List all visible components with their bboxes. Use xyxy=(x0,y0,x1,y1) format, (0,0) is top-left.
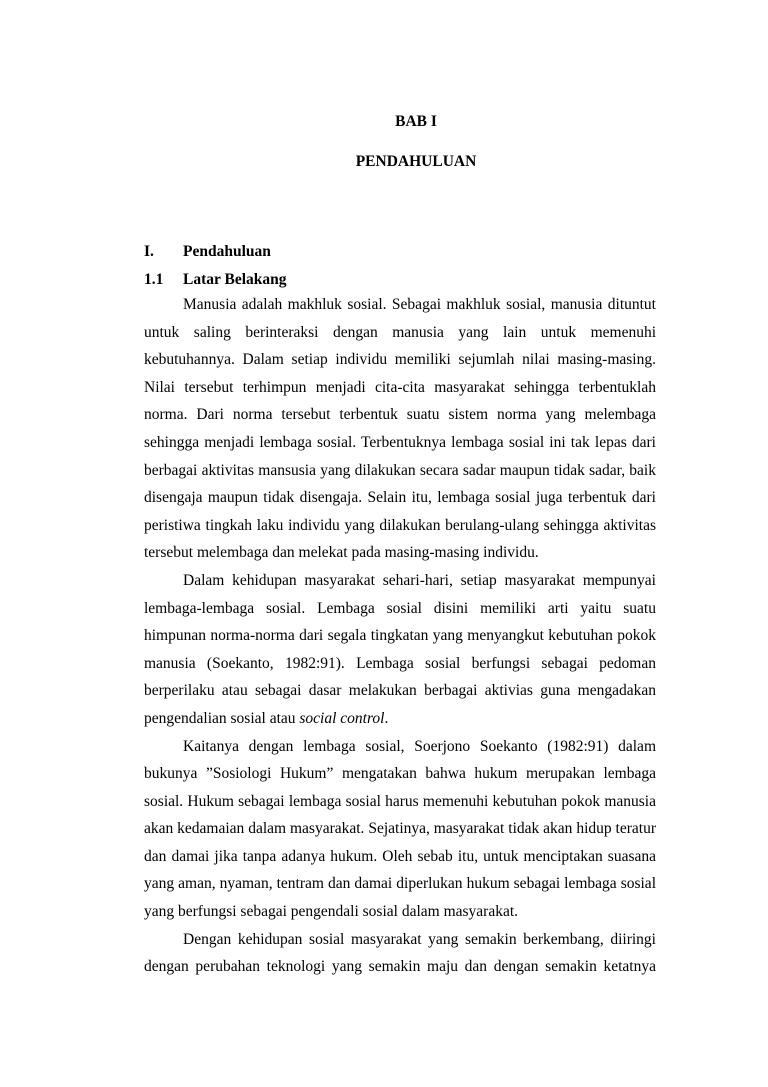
text-line: untuk saling berinteraksi dengan manusia yang lain untuk memenuhi xyxy=(144,323,656,341)
text-line-start: pengendalian sosial atau xyxy=(144,709,296,727)
text-line: yang aman, nyaman, tentram dan damai diperlukan hukum sebagai lembaga sosial xyxy=(144,875,656,893)
text-line: kebutuhannya. Dalam setiap individu memiliki sejumlah nilai masing-masing. xyxy=(144,351,656,369)
text-line: manusia (Soekanto, 1982:91). Lembaga sosial berfungsi sebagai pedoman xyxy=(144,654,656,672)
text-line: Dalam kehidupan masyarakat sehari-hari, setiap masyarakat mempunyai xyxy=(183,571,656,589)
text-line: himpunan norma-norma dari segala tingkatan yang menyangkut kebutuhan pokok xyxy=(144,627,656,645)
section-heading xyxy=(144,242,271,262)
text-line: berbagai aktivitas mansusia yang dilakukan secara sadar maupun tidak sadar, baik xyxy=(144,461,656,479)
text-line: tersebut melembaga dan melekat pada masing-masing individu. xyxy=(144,544,539,562)
text-line: norma. Dari norma tersebut terbentuk suatu sistem norma yang melembaga xyxy=(144,406,656,424)
subsection-heading xyxy=(144,270,287,290)
text-line: disengaja maupun tidak disengaja. Selain itu, lembaga sosial juga terbentuk dari xyxy=(144,489,656,507)
body-text xyxy=(144,291,656,981)
section-title: Pendahuluan xyxy=(183,243,271,260)
sentence-end: . xyxy=(384,709,389,727)
text-line-with-italic xyxy=(144,705,656,733)
subsection-number: 1.1 xyxy=(144,271,164,288)
text-line: yang berfungsi sebagai pengendali sosial dalam masyarakat. xyxy=(144,903,519,921)
text-line: akan kedamaian dalam masyarakat. Sejatinya, masyarakat tidak akan hidup teratur xyxy=(144,820,656,838)
text-line: sosial. Hukum sebagai lembaga sosial harus memenuhi kebutuhan pokok manusia xyxy=(144,792,656,810)
section-number: I. xyxy=(144,243,154,260)
text-line: Nilai tersebut terhimpun menjadi cita-cita masyarakat sehingga terbentuklah xyxy=(144,378,656,396)
subsection-title: Latar Belakang xyxy=(183,271,287,288)
text-line: Manusia adalah makhluk sosial. Sebagai makhluk sosial, manusia dituntut xyxy=(183,296,656,313)
text-line: lembaga-lembaga sosial. Lembaga sosial disini memiliki arti yaitu suatu xyxy=(144,599,656,617)
text-line: peristiwa tingkah laku individu yang dilakukan berulang-ulang sehingga aktivitas xyxy=(144,516,656,534)
chapter-number: BAB I xyxy=(395,113,437,130)
text-line: sehingga menjadi lembaga sosial. Terbentuknya lembaga sosial ini tak lepas dari xyxy=(144,433,656,451)
text-line: Kaitanya dengan lembaga sosial, Soerjono Soekanto (1982:91) dalam xyxy=(183,737,656,755)
text-line: dan damai jika tanpa adanya hukum. Oleh sebab itu, untuk menciptakan suasana xyxy=(144,847,656,865)
italic-term: social control xyxy=(299,709,385,727)
text-line: Dengan kehidupan sosial masyarakat yang semakin berkembang, diiringi xyxy=(183,930,656,948)
text-line: bukunya ”Sosiologi Hukum” mengatakan bahwa hukum merupakan lembaga xyxy=(144,765,656,783)
text-line: berperilaku atau sebagai dasar melakukan berbagai aktivias guna mengadakan xyxy=(144,682,656,700)
chapter-title: PENDAHULUAN xyxy=(355,153,477,170)
text-line: dengan perubahan teknologi yang semakin maju dan dengan semakin ketatnya xyxy=(144,958,656,976)
